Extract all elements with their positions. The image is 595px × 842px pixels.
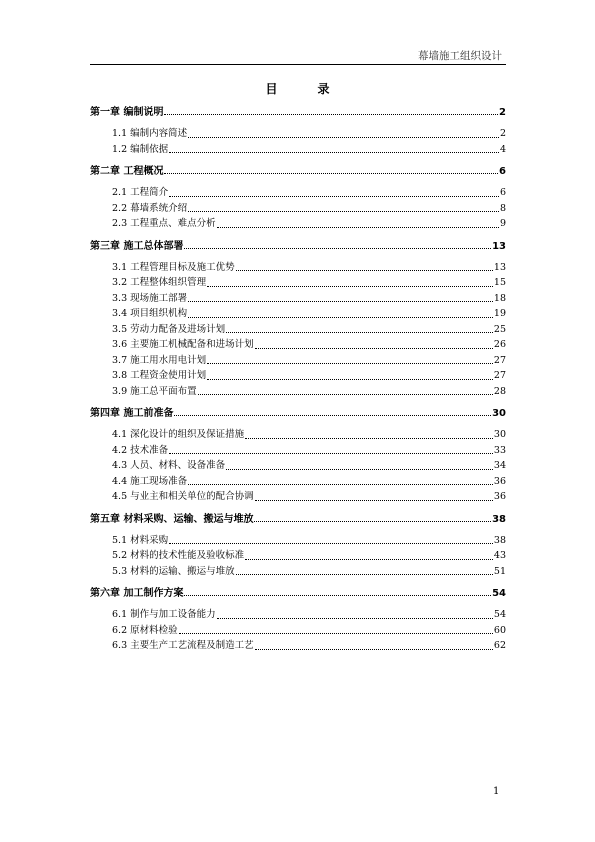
toc-chapter-label: 第四章 施工前准备 [90, 408, 174, 419]
toc-section-entry[interactable] [90, 215, 506, 231]
toc-section-entry[interactable] [90, 563, 506, 579]
toc-chapter-label: 第六章 加工制作方案 [90, 588, 184, 599]
toc-section-page: 51 [493, 565, 506, 577]
toc-section-label: 3.8 工程资金使用计划 [112, 370, 207, 381]
toc-section-page: 36 [493, 475, 506, 487]
toc-leader-dots [236, 270, 493, 271]
toc-section-label: 6.1 制作与加工设备能力 [112, 609, 216, 620]
toc-chapter-label: 第五章 材料采购、运输、搬运与堆放 [90, 513, 254, 525]
toc-chapter-page: 6 [499, 166, 506, 177]
toc-section-page: 25 [493, 323, 506, 335]
toc-leader-dots [254, 521, 491, 522]
toc-section-entry[interactable] [90, 426, 506, 442]
toc-section-label: 3.1 工程管理目标及施工优势 [112, 261, 235, 273]
toc-section-page: 34 [493, 460, 506, 471]
toc-section-entry[interactable] [90, 473, 506, 489]
toc-section-label: 6.3 主要生产工艺流程及制造工艺 [112, 640, 254, 651]
toc-leader-dots [179, 633, 493, 634]
toc-section-entry[interactable] [90, 637, 506, 653]
toc-leader-dots [169, 196, 499, 197]
toc-leader-dots [236, 574, 493, 575]
toc-section-page: 15 [493, 277, 506, 288]
toc-leader-dots [255, 649, 493, 650]
toc-section-label: 2.2 幕墙系统介绍 [112, 202, 188, 214]
toc-chapter-page: 2 [499, 107, 506, 118]
toc-leader-dots [188, 301, 493, 302]
toc-leader-dots [169, 543, 493, 544]
toc-leader-dots [169, 453, 493, 454]
toc-section-page: 2 [499, 128, 506, 139]
toc-section-entry[interactable] [90, 367, 506, 383]
toc-leader-dots [188, 317, 493, 318]
toc-section-entry[interactable] [90, 532, 506, 548]
toc-section-label: 4.1 深化设计的组织及保证措施 [112, 429, 245, 440]
toc-heading-left: 目 [265, 82, 278, 96]
toc-section-page: 54 [493, 609, 506, 620]
toc-section-label: 5.2 材料的技术性能及验收标准 [112, 550, 245, 561]
toc-section-entry[interactable] [90, 305, 506, 321]
toc-leader-dots [198, 394, 493, 395]
toc-chapter-entry[interactable] [90, 237, 506, 252]
toc-leader-dots [217, 618, 493, 619]
toc-section-entry[interactable] [90, 457, 506, 473]
toc-section-label: 4.2 技术准备 [112, 444, 169, 456]
page-header [90, 48, 506, 65]
toc-section-page: 19 [493, 308, 506, 319]
toc-leader-dots [169, 152, 499, 153]
toc-heading [0, 80, 595, 97]
toc-section-entry[interactable] [90, 442, 506, 458]
toc-section-label: 3.7 施工用水用电计划 [112, 354, 207, 366]
toc-section-page: 18 [493, 292, 506, 304]
toc-section-page: 6 [499, 187, 506, 198]
toc-section-page: 26 [493, 339, 506, 350]
toc-leader-dots [188, 211, 499, 212]
toc-leader-dots [184, 248, 491, 249]
toc-section-label: 3.5 劳动力配备及进场计划 [112, 323, 226, 335]
toc-leader-dots [226, 469, 493, 470]
toc-section-entry[interactable] [90, 259, 506, 275]
toc-leader-dots [217, 227, 499, 228]
toc-section-label: 4.4 施工现场准备 [112, 475, 188, 487]
toc-section-entry[interactable] [90, 488, 506, 504]
toc-section-entry[interactable] [90, 547, 506, 563]
toc-section-page: 36 [493, 491, 506, 502]
page-number: 1 [493, 786, 500, 797]
toc-section-entry[interactable] [90, 184, 506, 200]
toc-section-entry[interactable] [90, 290, 506, 306]
toc-section-group [90, 259, 506, 399]
toc-section-page: 62 [493, 640, 506, 651]
toc-section-label: 1.2 编制依据 [112, 143, 169, 155]
toc-leader-dots [184, 595, 491, 596]
toc-chapter-page: 13 [492, 240, 506, 252]
toc-section-label: 1.1 编制内容简述 [112, 128, 188, 139]
toc-section-page: 43 [493, 550, 506, 561]
toc-leader-dots [207, 379, 493, 380]
toc-section-label: 4.5 与业主和相关单位的配合协调 [112, 491, 254, 502]
header-title: 幕墙施工组织设计 [418, 50, 502, 62]
toc-chapter-entry[interactable] [90, 103, 506, 118]
toc-section-label: 5.1 材料采购 [112, 534, 169, 546]
toc-chapter-entry[interactable] [90, 510, 506, 525]
toc-section-entry[interactable] [90, 383, 506, 399]
toc-section-label: 3.2 工程整体组织管理 [112, 277, 207, 288]
toc-chapter-label: 第三章 施工总体部署 [90, 240, 184, 252]
toc-section-page: 38 [493, 534, 506, 546]
toc-leader-dots [188, 137, 499, 138]
toc-section-entry[interactable] [90, 321, 506, 337]
toc-section-label: 2.1 工程简介 [112, 187, 169, 198]
toc-leader-dots [174, 415, 491, 416]
toc-chapter-page: 30 [492, 408, 506, 419]
toc-section-group [90, 426, 506, 504]
toc-section-entry[interactable] [90, 352, 506, 368]
toc-section-page: 27 [493, 370, 506, 381]
toc-section-entry[interactable] [90, 622, 506, 638]
toc-leader-dots [164, 114, 498, 115]
toc-section-label: 3.6 主要施工机械配备和进场计划 [112, 339, 254, 350]
toc-section-entry[interactable] [90, 606, 506, 622]
toc-section-page: 9 [499, 218, 506, 229]
toc-section-entry[interactable] [90, 274, 506, 290]
toc-chapter-entry[interactable] [90, 162, 506, 177]
toc-leader-dots [188, 484, 493, 485]
toc-section-group [90, 125, 506, 156]
toc-section-group [90, 532, 506, 579]
toc-leader-dots [255, 348, 493, 349]
toc-leader-dots [164, 173, 498, 174]
toc-section-page: 30 [493, 429, 506, 440]
toc-section-page: 33 [493, 444, 506, 456]
toc-section-label: 2.3 工程重点、难点分析 [112, 218, 216, 229]
toc-leader-dots [255, 500, 493, 501]
toc-section-page: 60 [493, 624, 506, 636]
toc-section-entry[interactable] [90, 200, 506, 216]
toc-section-page: 13 [493, 261, 506, 273]
toc-leader-dots [207, 286, 493, 287]
toc-section-label: 4.3 人员、材料、设备准备 [112, 460, 226, 471]
toc-section-page: 8 [499, 202, 506, 214]
table-of-contents [90, 100, 506, 659]
toc-heading-right: 录 [317, 82, 330, 96]
toc-section-label: 6.2 原材料检验 [112, 624, 178, 636]
toc-section-page: 4 [499, 143, 506, 155]
toc-section-entry[interactable] [90, 125, 506, 141]
toc-section-page: 27 [493, 354, 506, 366]
toc-chapter-page: 54 [492, 588, 506, 599]
toc-section-entry[interactable] [90, 336, 506, 352]
toc-section-group [90, 184, 506, 231]
toc-leader-dots [245, 438, 493, 439]
toc-leader-dots [226, 332, 493, 333]
toc-section-label: 3.3 现场施工部署 [112, 292, 188, 304]
toc-section-page: 28 [493, 385, 506, 397]
toc-chapter-entry[interactable] [90, 584, 506, 599]
toc-section-label: 3.9 施工总平面布置 [112, 385, 197, 397]
toc-chapter-label: 第二章 工程概况 [90, 166, 164, 177]
toc-leader-dots [207, 363, 493, 364]
toc-section-group [90, 606, 506, 653]
toc-leader-dots [245, 559, 493, 560]
toc-section-label: 5.3 材料的运输、搬运与堆放 [112, 565, 235, 577]
toc-chapter-label: 第一章 编制说明 [90, 107, 164, 118]
toc-chapter-page: 38 [492, 513, 506, 525]
toc-chapter-entry[interactable] [90, 404, 506, 419]
toc-section-label: 3.4 项目组织机构 [112, 308, 188, 319]
toc-section-entry[interactable] [90, 141, 506, 157]
